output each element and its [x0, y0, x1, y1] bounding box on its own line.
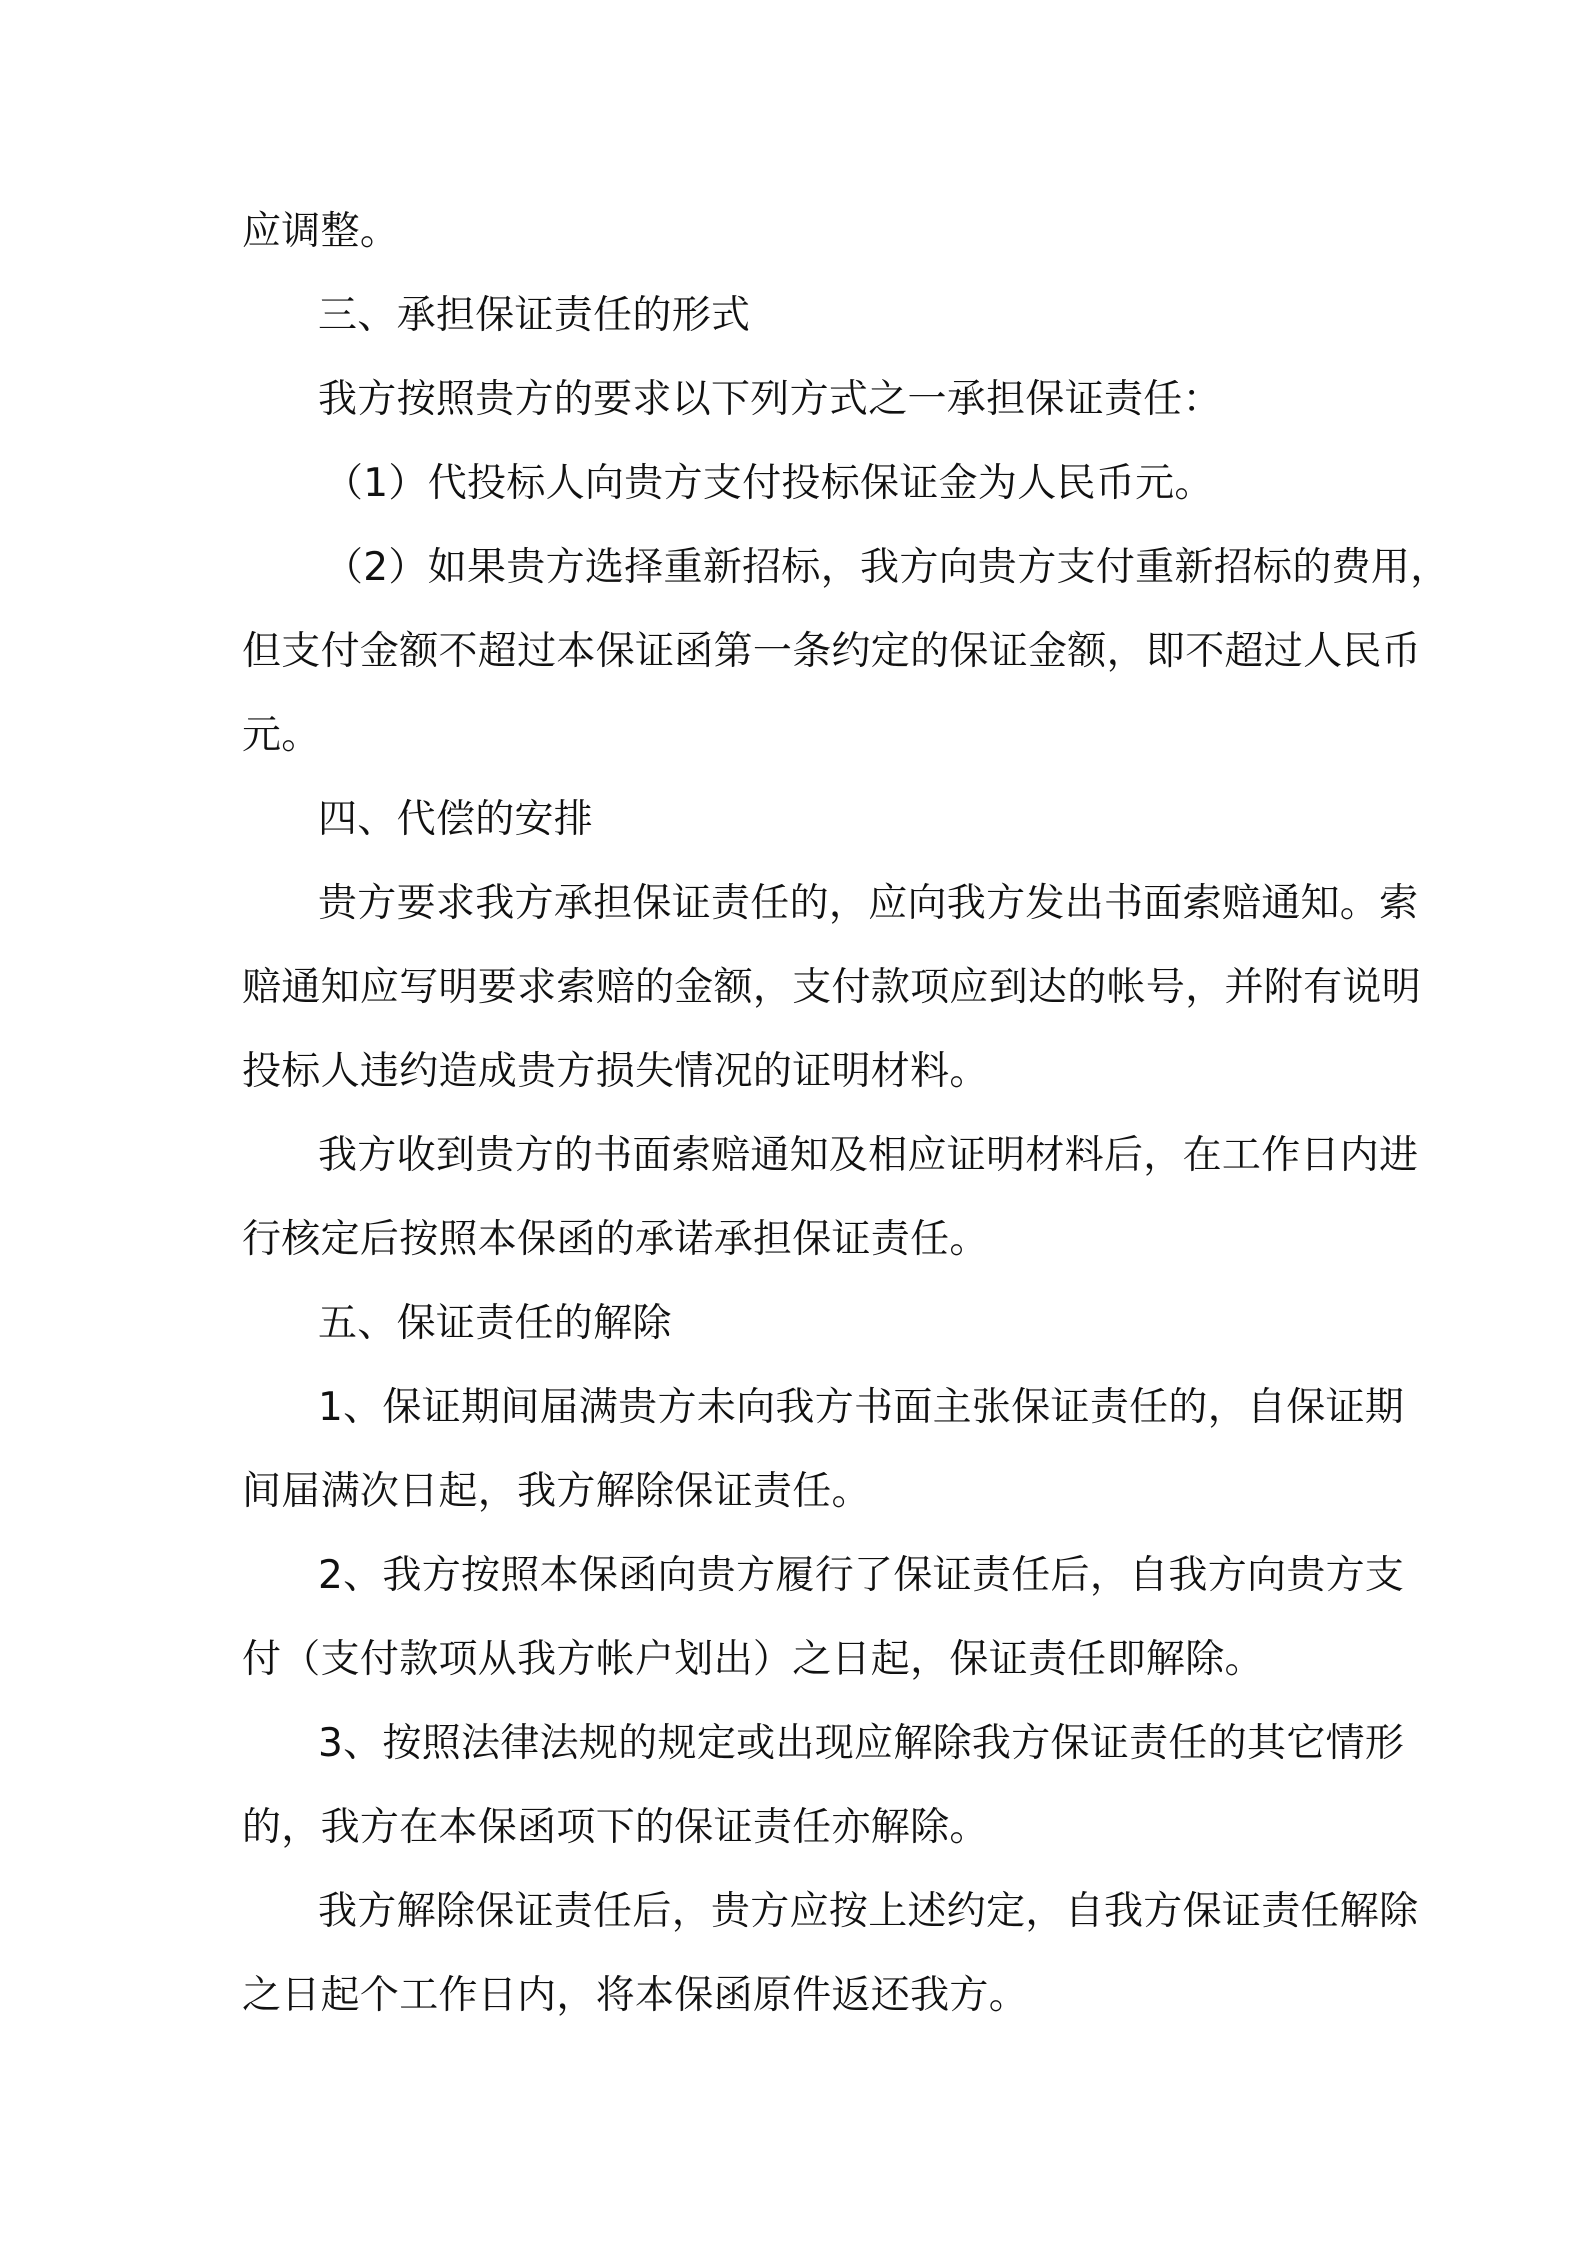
text-line: 的，我方在本保函项下的保证责任亦解除。	[242, 1805, 989, 1850]
clause-3: 3、按照法律法规的规定或出现应解除我方保证责任的其它情形	[318, 1721, 1405, 1766]
clause-2: 2、我方按照本保函向贵方履行了保证责任后，自我方向贵方支	[318, 1553, 1405, 1598]
text-line: 但支付金额不超过本保证函第一条约定的保证金额，即不超过人民币	[242, 629, 1422, 674]
section-heading-5: 五、保证责任的解除	[318, 1301, 672, 1346]
clause-1: 1、保证期间届满贵方未向我方书面主张保证责任的，自保证期	[318, 1385, 1405, 1430]
section-heading-4: 四、代偿的安排	[318, 797, 594, 842]
text-line: 我方收到贵方的书面索赔通知及相应证明材料后，在工作日内进	[318, 1133, 1419, 1178]
document-body	[242, 190, 1450, 2038]
list-item-2: （2）如果贵方选择重新招标，我方向贵方支付重新招标的费用，	[324, 545, 1450, 590]
text-line: 间届满次日起，我方解除保证责任。	[242, 1469, 871, 1514]
text-line: 贵方要求我方承担保证责任的，应向我方发出书面索赔通知。索	[318, 881, 1419, 926]
text-line: 投标人违约造成贵方损失情况的证明材料。	[242, 1049, 989, 1094]
text-line: 我方按照贵方的要求以下列方式之一承担保证责任：	[318, 377, 1222, 422]
text-line: 应调整。	[242, 209, 400, 254]
text-line: 之日起个工作日内，将本保函原件返还我方。	[242, 1973, 1029, 2018]
text-line: 我方解除保证责任后，贵方应按上述约定，自我方保证责任解除	[318, 1889, 1419, 1934]
text-line: 赔通知应写明要求索赔的金额，支付款项应到达的帐号，并附有说明	[242, 965, 1422, 1010]
section-heading-3: 三、承担保证责任的形式	[318, 293, 751, 338]
text-line: 付（支付款项从我方帐户划出）之日起，保证责任即解除。	[242, 1637, 1264, 1682]
list-item-1: （1）代投标人向贵方支付投标保证金为人民币元。	[324, 461, 1214, 506]
text-line: 元。	[242, 713, 321, 758]
text-line: 行核定后按照本保函的承诺承担保证责任。	[242, 1217, 989, 1262]
